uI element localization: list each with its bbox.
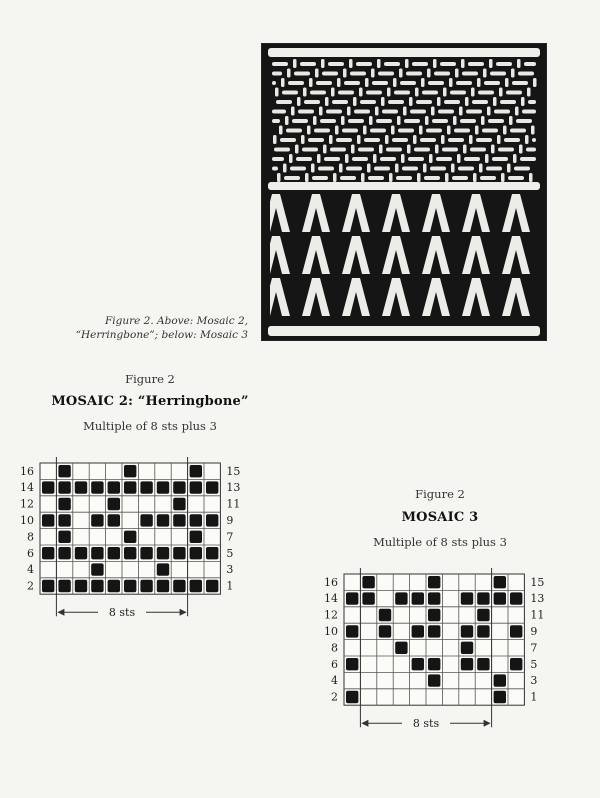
- filled-stitch: [346, 592, 358, 604]
- filled-stitch: [190, 531, 202, 543]
- row-label-left: 10: [324, 625, 338, 639]
- row-label-right: 9: [530, 625, 538, 639]
- filled-stitch: [428, 658, 440, 670]
- chart2-stitch-grid: [318, 566, 558, 736]
- filled-stitch: [108, 547, 120, 559]
- photo-caption: Figure 2. Above: Mosaic 2, “Herringbone”; below: Mosaic 3: [75, 315, 248, 341]
- filled-stitch: [108, 498, 120, 510]
- chart1-grid-container: [14, 455, 254, 625]
- filled-stitch: [124, 465, 136, 477]
- chart1-figure-label: Figure 2: [125, 372, 175, 386]
- filled-stitch: [58, 580, 70, 592]
- filled-stitch: [157, 481, 169, 493]
- filled-stitch: [395, 642, 407, 654]
- filled-stitch: [206, 580, 218, 592]
- filled-stitch: [190, 547, 202, 559]
- filled-stitch: [140, 547, 152, 559]
- arrowhead-left: [57, 609, 64, 616]
- chart1-title: MOSAIC 2: “Herringbone”: [51, 394, 249, 409]
- row-label-left: 8: [331, 641, 338, 655]
- filled-stitch: [124, 481, 136, 493]
- filled-stitch: [91, 547, 103, 559]
- filled-stitch: [108, 514, 120, 526]
- filled-stitch: [395, 592, 407, 604]
- filled-stitch: [157, 547, 169, 559]
- row-label-left: 16: [324, 575, 338, 589]
- filled-stitch: [494, 691, 506, 703]
- filled-stitch: [510, 625, 522, 637]
- filled-stitch: [173, 498, 185, 510]
- filled-stitch: [58, 547, 70, 559]
- filled-stitch: [91, 514, 103, 526]
- filled-stitch: [173, 514, 185, 526]
- filled-stitch: [206, 547, 218, 559]
- filled-stitch: [428, 609, 440, 621]
- row-label-right: 3: [530, 674, 538, 688]
- row-label-left: 6: [27, 546, 34, 560]
- filled-stitch: [206, 481, 218, 493]
- swatch-pattern-image: [262, 44, 546, 340]
- filled-stitch: [157, 563, 169, 575]
- filled-stitch: [140, 580, 152, 592]
- span-label: 8 sts: [412, 717, 440, 731]
- row-label-right: 13: [226, 481, 241, 495]
- filled-stitch: [494, 592, 506, 604]
- filled-stitch: [494, 674, 506, 686]
- filled-stitch: [124, 547, 136, 559]
- filled-stitch: [58, 514, 70, 526]
- arrowhead-left: [361, 720, 368, 727]
- filled-stitch: [42, 481, 54, 493]
- filled-stitch: [91, 481, 103, 493]
- filled-stitch: [91, 563, 103, 575]
- filled-stitch: [190, 580, 202, 592]
- filled-stitch: [477, 592, 489, 604]
- filled-stitch: [108, 580, 120, 592]
- filled-stitch: [477, 609, 489, 621]
- row-label-right: 1: [226, 579, 234, 593]
- filled-stitch: [477, 625, 489, 637]
- row-label-left: 10: [20, 514, 34, 528]
- chart2-subtitle: Multiple of 8 sts plus 3: [373, 535, 507, 549]
- row-label-left: 4: [331, 674, 338, 688]
- filled-stitch: [190, 481, 202, 493]
- filled-stitch: [140, 514, 152, 526]
- row-label-right: 9: [226, 514, 234, 528]
- row-label-left: 2: [27, 579, 34, 593]
- filled-stitch: [173, 547, 185, 559]
- filled-stitch: [362, 592, 374, 604]
- row-label-left: 6: [331, 657, 338, 671]
- arrowhead-right: [484, 720, 491, 727]
- row-label-left: 14: [20, 481, 34, 495]
- filled-stitch: [42, 547, 54, 559]
- filled-stitch: [510, 592, 522, 604]
- filled-stitch: [75, 481, 87, 493]
- filled-stitch: [510, 658, 522, 670]
- filled-stitch: [124, 531, 136, 543]
- filled-stitch: [42, 514, 54, 526]
- filled-stitch: [412, 625, 424, 637]
- filled-stitch: [461, 625, 473, 637]
- filled-stitch: [428, 576, 440, 588]
- filled-stitch: [477, 658, 489, 670]
- filled-stitch: [461, 592, 473, 604]
- filled-stitch: [108, 481, 120, 493]
- row-label-right: 11: [530, 608, 545, 622]
- row-label-left: 12: [324, 608, 338, 622]
- filled-stitch: [494, 576, 506, 588]
- filled-stitch: [75, 580, 87, 592]
- filled-stitch: [140, 481, 152, 493]
- filled-stitch: [412, 592, 424, 604]
- filled-stitch: [42, 580, 54, 592]
- filled-stitch: [428, 625, 440, 637]
- row-label-right: 5: [226, 546, 234, 560]
- chart1-stitch-grid: [14, 455, 254, 625]
- row-label-left: 14: [324, 592, 338, 606]
- filled-stitch: [157, 514, 169, 526]
- row-label-right: 15: [530, 575, 545, 589]
- row-label-right: 1: [530, 690, 538, 704]
- span-label: 8 sts: [108, 606, 136, 620]
- row-label-right: 7: [530, 641, 538, 655]
- arrowhead-right: [180, 609, 187, 616]
- filled-stitch: [58, 531, 70, 543]
- filled-stitch: [173, 580, 185, 592]
- row-label-right: 11: [226, 497, 241, 511]
- filled-stitch: [428, 674, 440, 686]
- filled-stitch: [75, 547, 87, 559]
- chart2-title: MOSAIC 3: [401, 510, 479, 525]
- row-label-left: 12: [20, 497, 34, 511]
- filled-stitch: [206, 514, 218, 526]
- row-label-left: 2: [331, 690, 338, 704]
- row-label-left: 8: [27, 530, 34, 544]
- filled-stitch: [190, 465, 202, 477]
- filled-stitch: [362, 576, 374, 588]
- filled-stitch: [461, 642, 473, 654]
- filled-stitch: [346, 691, 358, 703]
- row-label-right: 13: [530, 592, 545, 606]
- filled-stitch: [173, 481, 185, 493]
- filled-stitch: [58, 465, 70, 477]
- filled-stitch: [412, 658, 424, 670]
- filled-stitch: [58, 498, 70, 510]
- filled-stitch: [379, 625, 391, 637]
- row-label-right: 7: [226, 530, 234, 544]
- filled-stitch: [346, 658, 358, 670]
- row-label-left: 4: [27, 563, 34, 577]
- chart1-subtitle: Multiple of 8 sts plus 3: [83, 419, 217, 433]
- filled-stitch: [461, 658, 473, 670]
- row-label-right: 5: [530, 657, 538, 671]
- knitted-swatch-photo: [262, 44, 546, 340]
- filled-stitch: [346, 625, 358, 637]
- row-label-left: 16: [20, 464, 34, 478]
- filled-stitch: [379, 609, 391, 621]
- filled-stitch: [190, 514, 202, 526]
- filled-stitch: [91, 580, 103, 592]
- chart2-grid-container: [318, 566, 558, 736]
- filled-stitch: [124, 580, 136, 592]
- row-label-right: 3: [226, 563, 234, 577]
- filled-stitch: [428, 592, 440, 604]
- filled-stitch: [157, 580, 169, 592]
- row-label-right: 15: [226, 464, 241, 478]
- chart2-figure-label: Figure 2: [415, 487, 465, 501]
- filled-stitch: [58, 481, 70, 493]
